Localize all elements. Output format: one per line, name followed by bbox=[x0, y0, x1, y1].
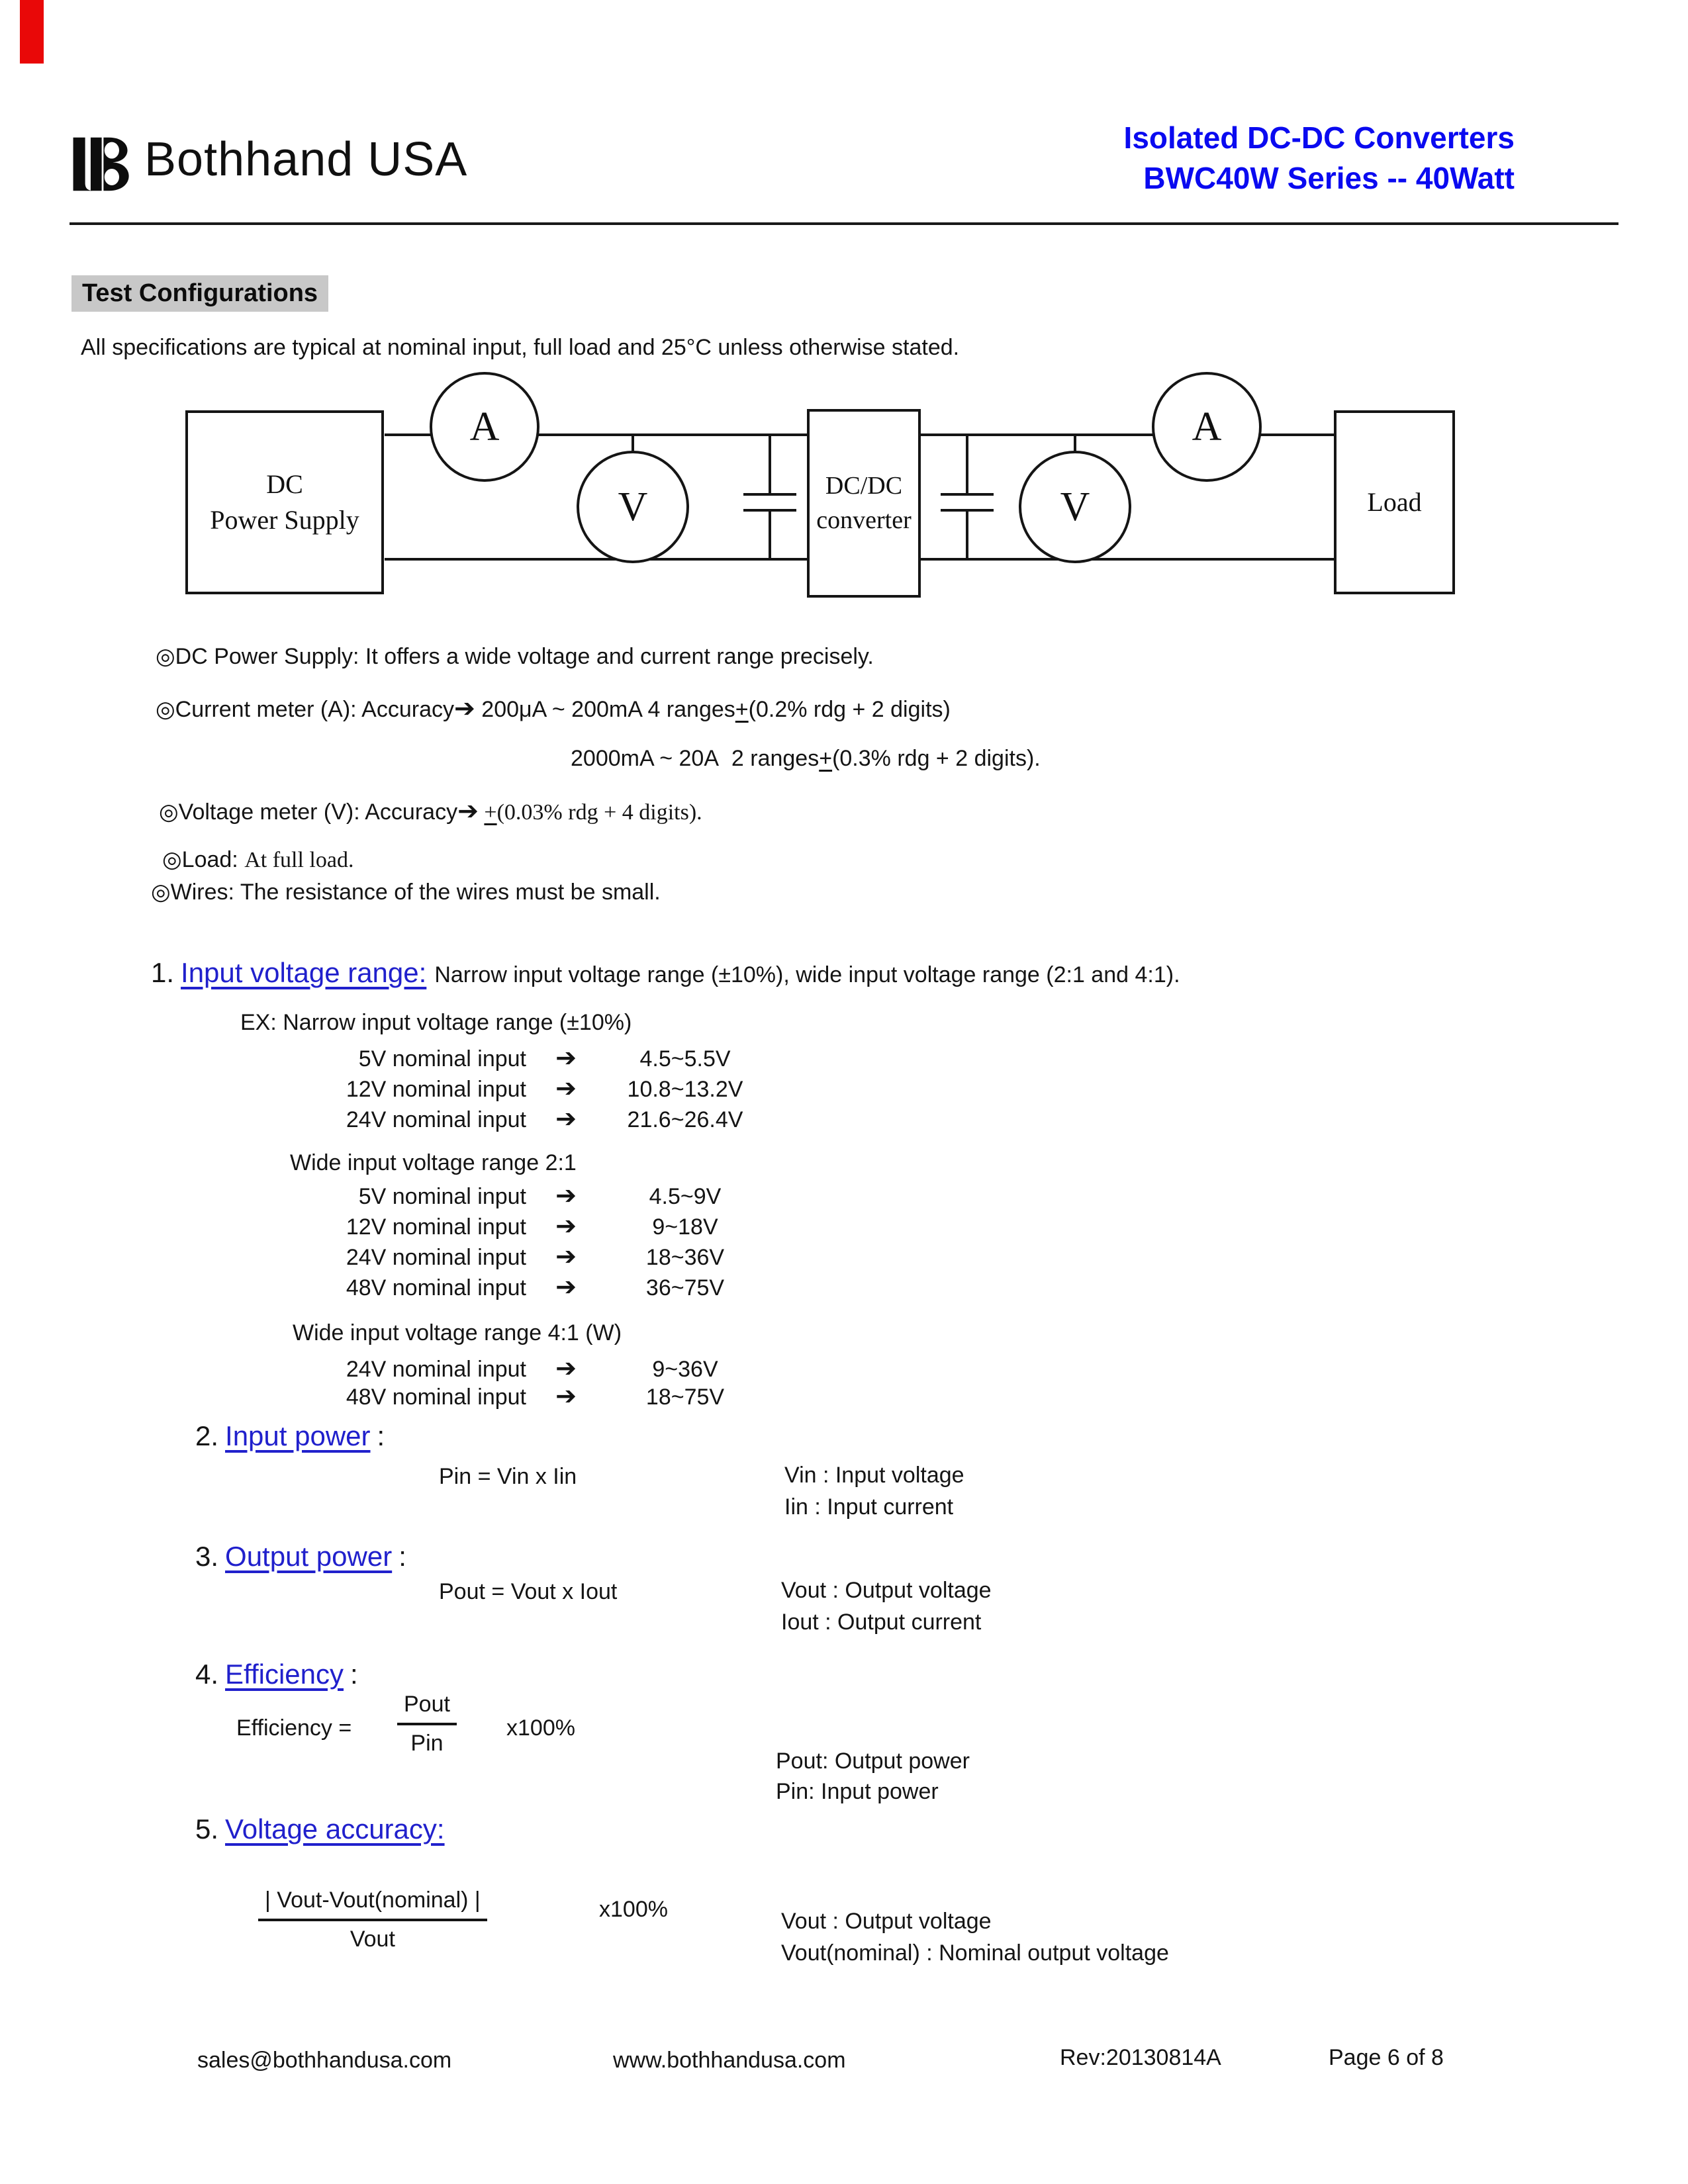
plus-minus-sign: + bbox=[819, 746, 833, 771]
test-configurations-heading-wrap bbox=[71, 275, 328, 312]
section-1-number: 1. bbox=[151, 957, 175, 988]
footer-revision: Rev:20130814A bbox=[1060, 2045, 1221, 2070]
row-value: 9~36V bbox=[652, 1357, 718, 1382]
efficiency-times: x100% bbox=[506, 1715, 575, 1741]
wide-21-title: Wide input voltage range 2:1 bbox=[290, 1150, 577, 1175]
efficiency-denominator: Pin bbox=[410, 1731, 444, 1756]
right-arrow-icon: ➔ bbox=[454, 695, 475, 723]
wide21-row-24v bbox=[291, 1242, 765, 1271]
row-label: 24V nominal input bbox=[346, 1357, 526, 1382]
section-1-intro: Narrow input voltage range (±10%), wide input voltage range (2:1 and 4:1). bbox=[434, 962, 1180, 987]
capacitor-left-lead-bottom bbox=[769, 512, 771, 561]
wide21-row-12v bbox=[291, 1211, 765, 1241]
wire-top-right bbox=[920, 433, 1338, 436]
plus-minus-sign: + bbox=[735, 697, 749, 722]
bullet-load-label: ◎Load: bbox=[162, 847, 245, 872]
section-2-heading bbox=[195, 1420, 385, 1452]
section-3-number: 3. bbox=[195, 1541, 219, 1572]
efficiency-numerator: Pout bbox=[397, 1692, 457, 1725]
row-label: 5V nominal input bbox=[358, 1184, 526, 1209]
capacitor-left-plate-top bbox=[743, 493, 796, 496]
bothhand-logo-icon bbox=[70, 120, 136, 208]
wide21-row-48v bbox=[291, 1272, 765, 1302]
row-label: 24V nominal input bbox=[346, 1245, 526, 1270]
row-label: 48V nominal input bbox=[346, 1385, 526, 1410]
capacitor-left-lead-top bbox=[769, 433, 771, 493]
narrow-row-5v bbox=[291, 1043, 765, 1073]
input-power-def1: Vin : Input voltage bbox=[784, 1463, 964, 1488]
footer-website: www.bothhandusa.com bbox=[613, 2048, 846, 2073]
bullet-dc-power-supply: ◎DC Power Supply: It offers a wide voltage and current range precisely. bbox=[156, 644, 874, 669]
section-2-title: Input power bbox=[225, 1420, 371, 1451]
bullet-current-meter-range2: 2000mA ~ 20A 2 ranges bbox=[571, 746, 820, 771]
wide41-row-48v bbox=[291, 1381, 765, 1411]
right-arrow-icon: ➔ bbox=[555, 1182, 577, 1210]
voltmeter-left-label: V bbox=[618, 484, 648, 529]
bullet-load bbox=[162, 846, 353, 873]
bullet-current-meter bbox=[156, 694, 951, 723]
section-3-colon: : bbox=[399, 1541, 406, 1572]
bullet-current-meter-cont bbox=[571, 746, 1041, 772]
bullet-voltage-meter-accuracy: (0.03% rdg + 4 digits). bbox=[496, 800, 702, 825]
wire-bottom-right bbox=[920, 558, 1338, 561]
dcdc-converter-box bbox=[807, 409, 921, 598]
bullet-current-meter-accuracy: (0.2% rdg + 2 digits) bbox=[748, 697, 951, 722]
input-power-def2: Iin : Input current bbox=[784, 1494, 954, 1520]
brand-name: Bothhand USA bbox=[144, 133, 468, 186]
row-value: 18~36V bbox=[645, 1245, 725, 1270]
narrow-row-12v bbox=[291, 1073, 765, 1103]
right-arrow-icon: ➔ bbox=[457, 797, 479, 825]
row-value: 4.5~5.5V bbox=[639, 1046, 731, 1071]
voltage-accuracy-numerator: | Vout-Vout(nominal) | bbox=[258, 1888, 487, 1921]
header-rule bbox=[70, 222, 1618, 225]
wide21-row-5v bbox=[291, 1181, 765, 1210]
row-value: 4.5~9V bbox=[649, 1184, 722, 1209]
row-value: 36~75V bbox=[645, 1275, 725, 1300]
section-1-title: Input voltage range: bbox=[181, 957, 427, 988]
bullet-current-meter-range: 200μA ~ 200mA 4 ranges bbox=[475, 697, 735, 722]
spec-note: All specifications are typical at nominal input, full load and 25°C unless otherwise stated. bbox=[81, 335, 960, 360]
voltage-accuracy-fraction bbox=[258, 1888, 487, 1952]
bullet-wires: ◎Wires: The resistance of the wires must be small. bbox=[151, 880, 661, 905]
dc-power-supply-label-line1: DC bbox=[266, 469, 303, 499]
right-arrow-icon: ➔ bbox=[555, 1383, 577, 1410]
ammeter-right-label: A bbox=[1192, 404, 1222, 449]
document-title bbox=[1124, 118, 1515, 198]
output-power-def1: Vout : Output voltage bbox=[781, 1578, 992, 1603]
row-value: 10.8~13.2V bbox=[627, 1077, 743, 1102]
section-2-number: 2. bbox=[195, 1420, 219, 1451]
dc-power-supply-box bbox=[185, 410, 384, 594]
right-arrow-icon: ➔ bbox=[555, 1105, 577, 1133]
wide-41-title: Wide input voltage range 4:1 (W) bbox=[293, 1320, 622, 1345]
section-5-heading bbox=[195, 1813, 445, 1845]
plus-minus-sign: + bbox=[484, 800, 497, 825]
efficiency-def1: Pout: Output power bbox=[776, 1749, 970, 1774]
right-arrow-icon: ➔ bbox=[555, 1075, 577, 1103]
document-title-line2: BWC40W Series -- 40Watt bbox=[1143, 160, 1515, 195]
section-4-heading bbox=[195, 1659, 358, 1690]
voltage-accuracy-def1: Vout : Output voltage bbox=[781, 1909, 992, 1934]
row-value: 21.6~26.4V bbox=[627, 1107, 743, 1132]
narrow-range-ex-title: EX: Narrow input voltage range (±10%) bbox=[240, 1010, 632, 1035]
document-title-line1: Isolated DC-DC Converters bbox=[1123, 120, 1515, 155]
voltmeter-left-icon bbox=[577, 451, 689, 563]
dc-power-supply-label-line2: Power Supply bbox=[210, 505, 359, 535]
section-4-title: Efficiency bbox=[225, 1659, 344, 1690]
section-4-colon: : bbox=[350, 1659, 358, 1690]
section-3-title: Output power bbox=[225, 1541, 393, 1572]
capacitor-right-lead-bottom bbox=[966, 512, 968, 561]
section-4-number: 4. bbox=[195, 1659, 219, 1690]
test-circuit-diagram bbox=[0, 357, 1688, 642]
right-arrow-icon: ➔ bbox=[555, 1273, 577, 1301]
section-3-heading bbox=[195, 1541, 406, 1572]
efficiency-lhs: Efficiency = bbox=[236, 1715, 352, 1741]
narrow-row-24v bbox=[291, 1104, 765, 1134]
efficiency-fraction bbox=[397, 1692, 457, 1756]
output-power-formula: Pout = Vout x Iout bbox=[439, 1579, 618, 1604]
section-2-colon: : bbox=[377, 1420, 385, 1451]
voltmeter-right-icon bbox=[1019, 451, 1131, 563]
voltage-accuracy-times: x100% bbox=[599, 1897, 668, 1922]
bullet-voltage-meter bbox=[159, 796, 702, 826]
ammeter-left-label: A bbox=[469, 404, 500, 449]
voltage-accuracy-def2: Vout(nominal) : Nominal output voltage bbox=[781, 1940, 1169, 1966]
wire-bottom-left bbox=[385, 558, 807, 561]
load-label: Load bbox=[1367, 487, 1422, 517]
right-arrow-icon: ➔ bbox=[555, 1044, 577, 1072]
bullet-load-text: At full load. bbox=[244, 848, 354, 872]
section-1-heading bbox=[151, 957, 1180, 989]
right-arrow-icon: ➔ bbox=[555, 1212, 577, 1240]
right-arrow-icon: ➔ bbox=[555, 1355, 577, 1383]
converter-label-line2: converter bbox=[816, 506, 912, 534]
row-label: 48V nominal input bbox=[346, 1275, 526, 1300]
row-label: 24V nominal input bbox=[346, 1107, 526, 1132]
voltmeter-right-label: V bbox=[1060, 484, 1090, 529]
output-power-def2: Iout : Output current bbox=[781, 1610, 982, 1635]
row-label: 5V nominal input bbox=[358, 1046, 526, 1071]
bullet-voltage-meter-text: ◎Voltage meter (V): Accuracy bbox=[159, 799, 458, 825]
load-box bbox=[1334, 410, 1455, 594]
footer-email: sales@bothhandusa.com bbox=[197, 2048, 452, 2073]
wide41-row-24v bbox=[291, 1353, 765, 1383]
converter-label-line1: DC/DC bbox=[825, 472, 903, 500]
red-corner-mark bbox=[20, 0, 44, 64]
row-label: 12V nominal input bbox=[346, 1214, 526, 1240]
ammeter-left-icon bbox=[430, 372, 539, 482]
row-value: 9~18V bbox=[652, 1214, 718, 1240]
capacitor-right-plate-top bbox=[941, 493, 994, 496]
bullet-current-meter-text: ◎Current meter (A): Accuracy bbox=[156, 697, 454, 722]
row-label: 12V nominal input bbox=[346, 1077, 526, 1102]
row-value: 18~75V bbox=[645, 1385, 725, 1410]
right-arrow-icon: ➔ bbox=[555, 1243, 577, 1271]
footer-page-number: Page 6 of 8 bbox=[1329, 2045, 1444, 2070]
test-configurations-heading: Test Configurations bbox=[71, 275, 328, 312]
bullet-current-meter-accuracy2: (0.3% rdg + 2 digits). bbox=[832, 746, 1041, 771]
section-5-number: 5. bbox=[195, 1813, 219, 1844]
voltage-accuracy-denominator: Vout bbox=[350, 1927, 395, 1952]
input-power-formula: Pin = Vin x Iin bbox=[439, 1464, 577, 1489]
ammeter-right-icon bbox=[1152, 372, 1262, 482]
section-5-title: Voltage accuracy: bbox=[225, 1813, 445, 1844]
capacitor-right-lead-top bbox=[966, 433, 968, 493]
efficiency-def2: Pin: Input power bbox=[776, 1779, 939, 1804]
